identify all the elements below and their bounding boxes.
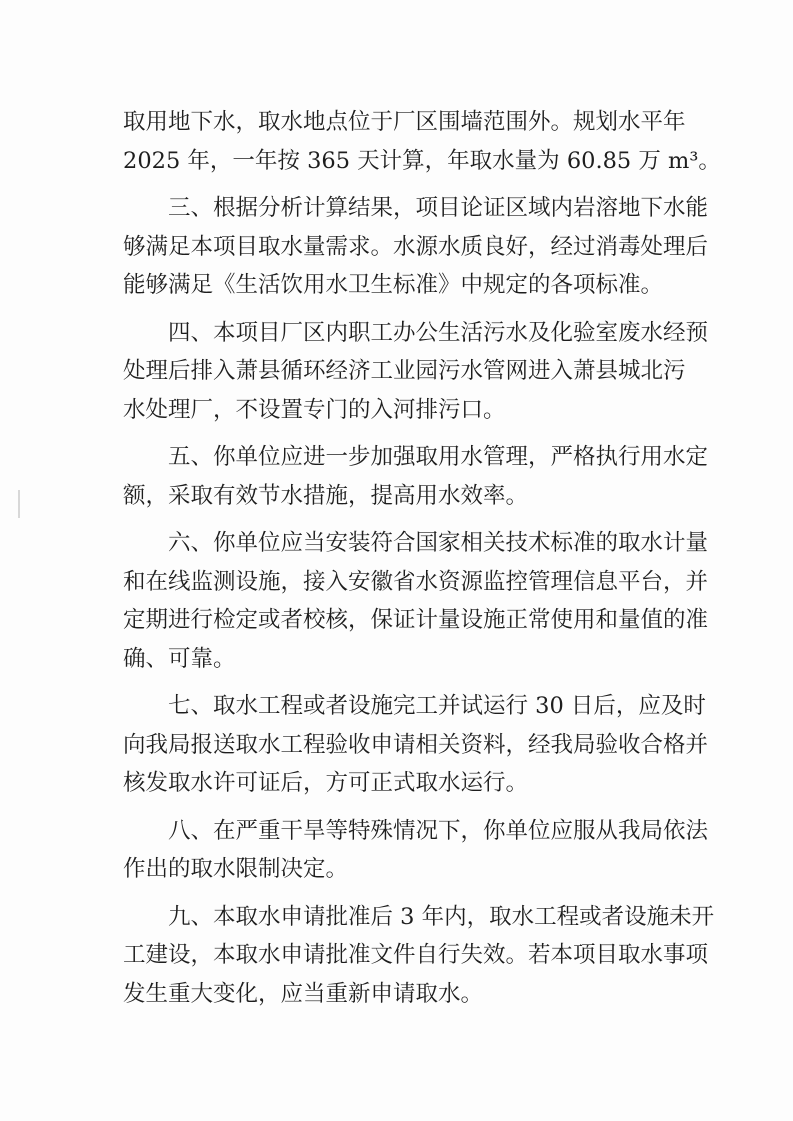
text-line: 2025 年，一年按 365 天计算，年取水量为 60.85 万 m³。 bbox=[123, 147, 721, 174]
paragraph-item-5 bbox=[123, 438, 709, 515]
text-line: 作出的取水限制决定。 bbox=[123, 856, 349, 882]
paragraph-item-9 bbox=[123, 898, 715, 1014]
text-line: 九、本取水申请批准后 3 年内，取水工程或者设施未开 bbox=[168, 903, 715, 930]
text-line: 发生重大变化，应当重新申请取水。 bbox=[123, 980, 484, 1007]
text-line: 能够满足《生活饮用水卫生标准》中规定的各项标准。 bbox=[123, 272, 664, 298]
paragraph-intro bbox=[123, 103, 721, 180]
text-line: 工建设，本取水申请批准文件自行失效。若本项目取水事项 bbox=[123, 942, 709, 968]
text-line: 五、你单位应进一步加强取用水管理，严格执行用水定 bbox=[168, 444, 709, 470]
text-line: 确、可靠。 bbox=[123, 645, 236, 672]
paragraph-item-7 bbox=[123, 687, 709, 803]
text-line: 定期进行检定或者校核，保证计量设施正常使用和量值的准 bbox=[123, 607, 709, 633]
paragraph-item-8 bbox=[123, 812, 709, 889]
text-line: 核发取水许可证后，方可正式取水运行。 bbox=[123, 770, 529, 796]
text-line: 四、本项目厂区内职工办公生活污水及化验室废水经预 bbox=[168, 319, 709, 346]
text-line: 三、根据分析计算结果，项目论证区域内岩溶地下水能 bbox=[168, 195, 709, 221]
text-line: 七、取水工程或者设施完工并试运行 30 日后，应及时 bbox=[168, 693, 706, 719]
text-line: 六、你单位应当安装符合国家相关技术标准的取水计量 bbox=[168, 530, 709, 556]
text-line: 够满足本项目取水量需求。水源水质良好，经过消毒处理后 bbox=[123, 233, 709, 260]
paragraph-item-3 bbox=[123, 189, 709, 305]
paragraph-item-6 bbox=[123, 524, 709, 678]
text-line: 取用地下水，取水地点位于厂区围墙范围外。规划水平年 bbox=[123, 109, 686, 135]
text-line: 向我局报送取水工程验收申请相关资料，经我局验收合格并 bbox=[123, 731, 709, 758]
document-body bbox=[123, 103, 721, 1022]
text-line: 额，采取有效节水措施，提高用水效率。 bbox=[123, 482, 529, 509]
paragraph-item-4 bbox=[123, 314, 709, 430]
text-line: 和在线监测设施，接入安徽省水资源监控管理信息平台，并 bbox=[123, 568, 709, 595]
text-line: 处理后排入萧县循环经济工业园污水管网进入萧县城北污 bbox=[123, 358, 686, 384]
text-line: 水处理厂，不设置专门的入河排污口。 bbox=[123, 396, 506, 423]
scan-margin-mark bbox=[18, 490, 20, 518]
text-line: 八、在严重干旱等特殊情况下，你单位应服从我局依法 bbox=[168, 817, 709, 844]
